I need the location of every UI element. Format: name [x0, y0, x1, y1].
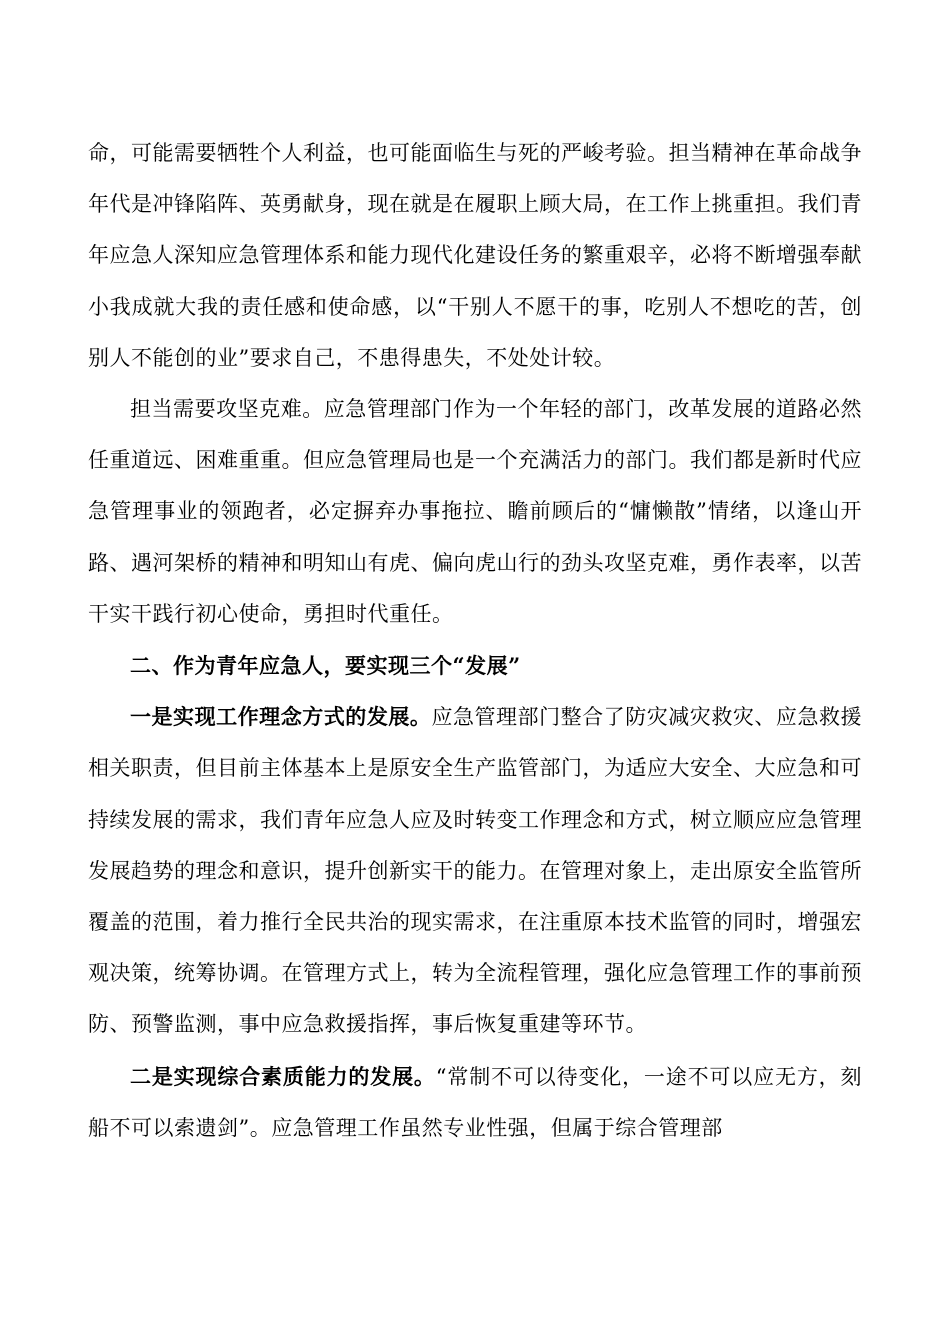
paragraph-1-text: 命，可能需要牺牲个人利益，也可能面临生与死的严峻考验。担当精神在革命战争年代是冲锋陷阵、英勇献身，现在就是在履职上顾大局，在工作上挑重担。我们青年应急人深知应急管理体系和能力现代化建设任务的繁重艰辛，必将不断增强奉献小我成就大我的责任感和使命感，以“干别人不愿干的事，吃别人不想吃的苦，创别人不能创的业”要求自己，不患得患失，不处处计较。 — [88, 141, 862, 370]
paragraph-3 — [88, 691, 862, 1050]
paragraph-4-lead: 二是实现综合素质能力的发展。 — [130, 1063, 436, 1089]
paragraph-2 — [88, 384, 862, 640]
paragraph-4-text: “常制不可以待变化，一途不可以应无方，刻船不可以索遗剑”。应急管理工作虽然专业性强，但属于综合管理部 — [88, 1064, 863, 1140]
paragraph-4 — [88, 1051, 862, 1154]
paragraph-3-text: 应急管理部门整合了防灾减灾救灾、应急救援相关职责，但目前主体基本上是原安全生产监管部门，为适应大安全、大应急和可持续发展的需求，我们青年应急人应及时转变工作理念和方式，树立顺应应急管理发展趋势的理念和意识，提升创新实干的能力。在管理对象上，走出原安全监管所覆盖的范围，着力推行全民共治的现实需求，在注重原本技术监管的同时，增强宏观决策，统筹协调。在管理方式上，转为全流程管理，强化应急管理工作的事前预防、预警监测，事中应急救援指挥，事后恢复重建等环节。 — [88, 705, 863, 1037]
paragraph-2-text: 担当需要攻坚克难。应急管理部门作为一个年轻的部门，改革发展的道路必然任重道远、困难重重。但应急管理局也是一个充满活力的部门。我们都是新时代应急管理事业的领跑者，必定摒弃办事拖拉、瞻前顾后的“慵懒散”情绪，以逢山开路、遇河架桥的精神和明知山有虎、偏向虎山行的劲头攻坚克难，勇作表率，以苦干实干践行初心使命，勇担时代重任。 — [88, 397, 862, 626]
paragraph-1 — [88, 128, 862, 384]
document-page — [88, 128, 862, 1154]
section-heading: 二、作为青年应急人，要实现三个“发展” — [130, 653, 521, 679]
paragraph-3-lead: 一是实现工作理念方式的发展。 — [130, 704, 432, 730]
